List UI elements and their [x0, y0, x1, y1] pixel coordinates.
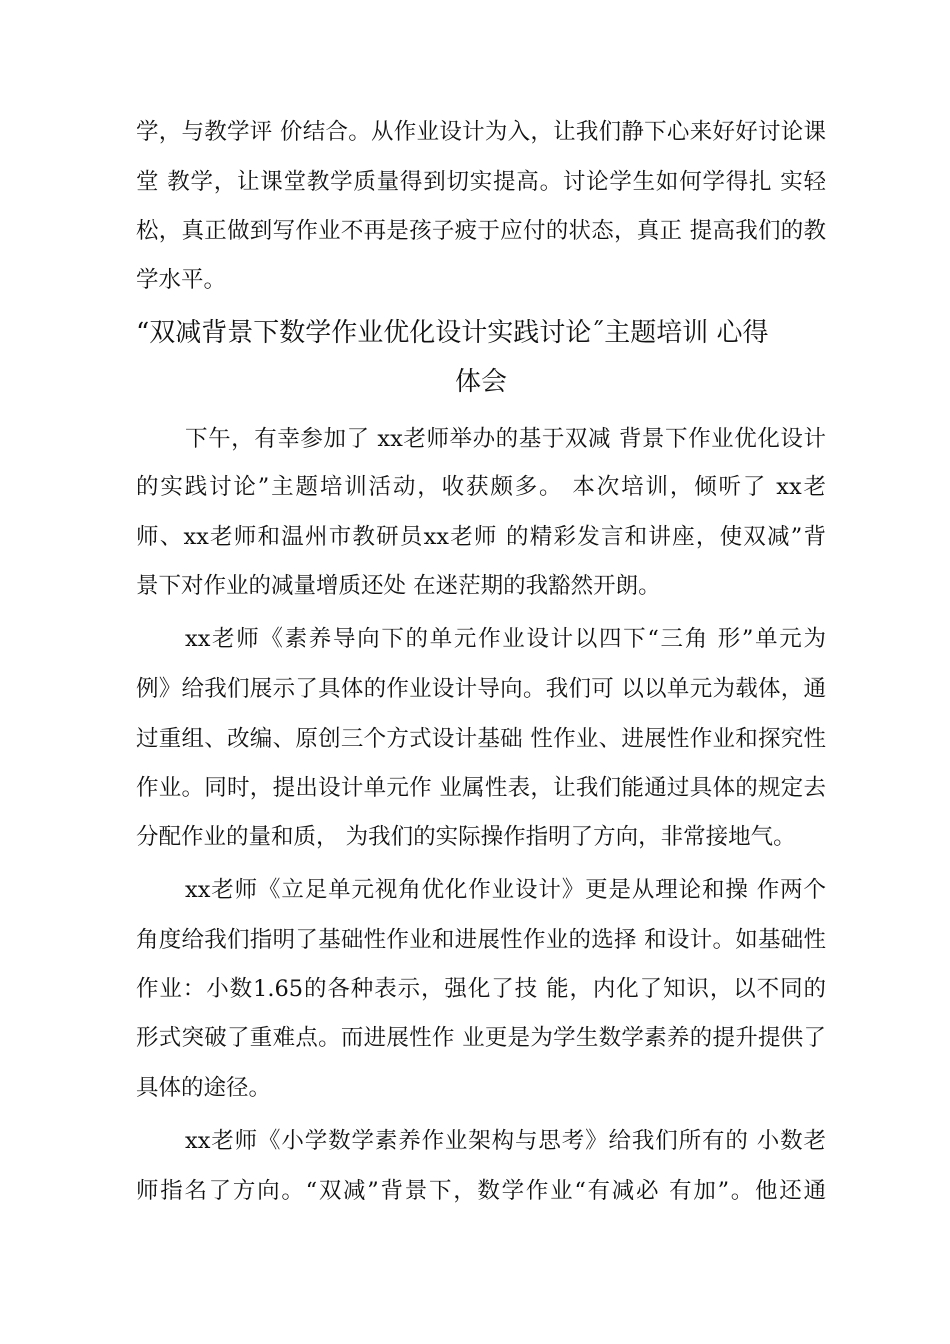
paragraph-2-line-3: 过重组、改编、原创三个方式设计基础 性作业、进展性作业和探究性 — [136, 726, 826, 752]
paragraph-2-line-5: 分配作业的量和质， 为我们的实际操作指明了方向，非常接地气。 — [136, 824, 796, 850]
document-title-line-2: 体会 — [454, 367, 507, 397]
paragraph-1-line-3: 师、xx老师和温州市教研员xx老师 的精彩发言和讲座，使双减”背 — [136, 524, 826, 550]
paragraph-4-line-2: 师指名了方向。“双减”背景下，数学作业“有减必 有加”。他还通 — [136, 1178, 826, 1204]
paragraph-3-line-3: 作业：小数1.65的各种表示，强化了技 能，内化了知识，以不同的 — [136, 976, 826, 1002]
paragraph-3-line-2: 角度给我们指明了基础性作业和进展性作业的选择 和设计。如基础性 — [136, 927, 826, 953]
paragraph-3-line-4: 形式突破了重难点。而进展性作 业更是为学生数学素养的提升提供了 — [136, 1025, 826, 1051]
paragraph-1-line-4: 景下对作业的减量增质还处 在迷茫期的我豁然开朗。 — [136, 573, 661, 599]
paragraph-1-line-2: 的实践讨论”主题培训活动，收获颇多。 本次培训，倾听了 xx老 — [136, 474, 826, 500]
paragraph-3-line-1: xx老师《立足单元视角优化作业设计》更是从理论和操 作两个 — [185, 877, 826, 903]
paragraph-3-line-5: 具体的途径。 — [136, 1075, 272, 1101]
document-title-line-1: “双减背景下数学作业优化设计实践讨论˝主题培训 心得 — [136, 318, 769, 348]
intro-line-3: 松，真正做到写作业不再是孩子疲于应付的状态，真正 提高我们的教 — [136, 218, 826, 244]
paragraph-4-line-1: xx老师《小学数学素养作业架构与思考》给我们所有的 小数老 — [185, 1128, 826, 1154]
intro-line-1: 学，与教学评 价结合。从作业设计为入，让我们静下心来好好讨论课 — [136, 119, 826, 145]
paragraph-2-line-4: 作业。同时，提出设计单元作 业属性表，让我们能通过具体的规定去 — [136, 775, 826, 801]
paragraph-1-line-1: 下午，有幸参加了 xx老师举办的基于双减 背景下作业优化设计 — [185, 426, 826, 452]
intro-line-2: 堂 教学，让课堂教学质量得到切实提高。讨论学生如何学得扎 实轻 — [136, 169, 826, 195]
paragraph-2-line-2: 例》给我们展示了具体的作业设计导向。我们可 以以单元为载体，通 — [136, 676, 826, 702]
paragraph-2-line-1: xx老师《素养导向下的单元作业设计以四下“三角 形”单元为 — [185, 626, 826, 652]
intro-line-4: 学水平。 — [136, 267, 227, 293]
